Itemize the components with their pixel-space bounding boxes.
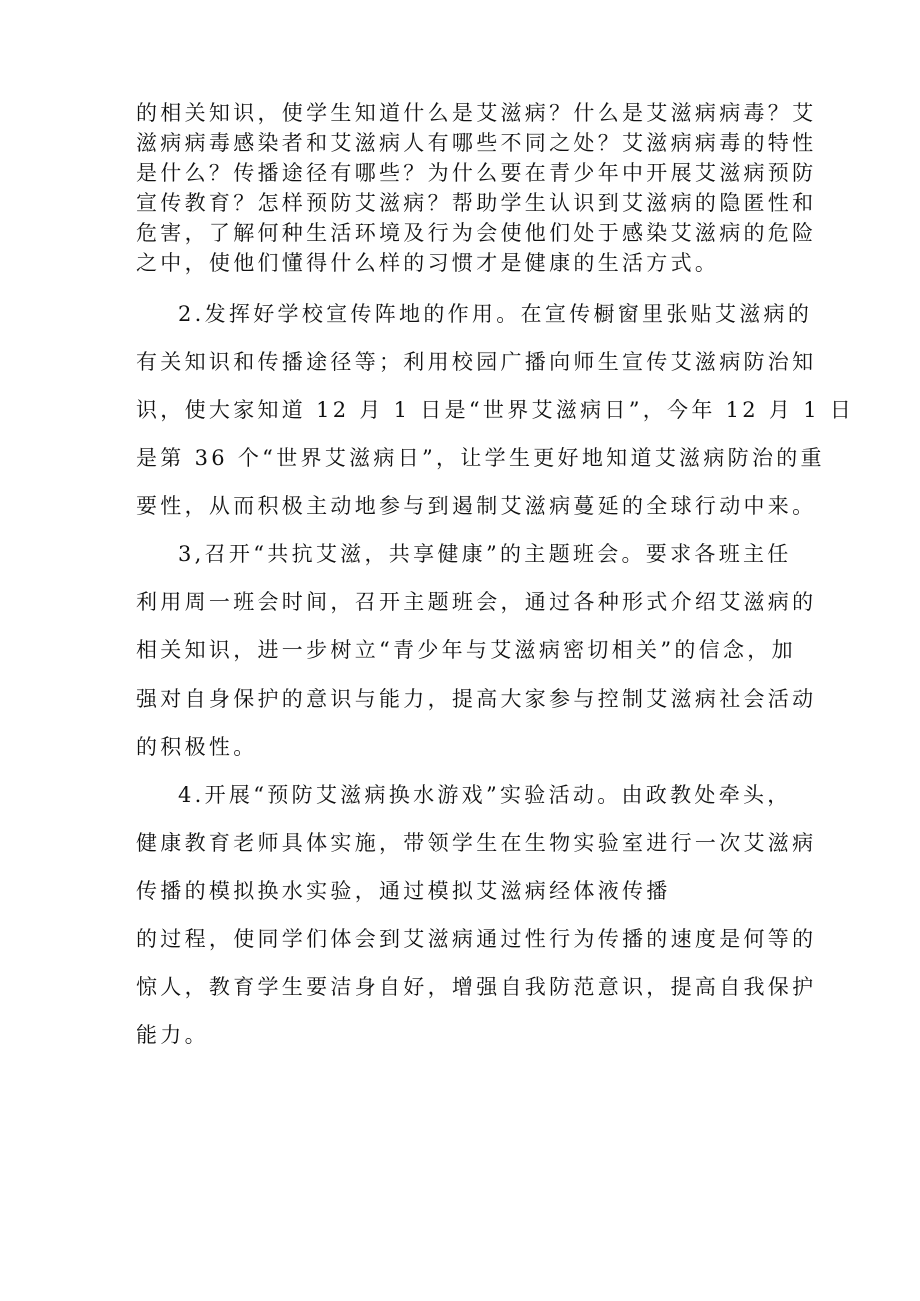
- text-line: 的过程，使同学们体会到艾滋病通过性行为传播的速度是何等的: [136, 927, 817, 951]
- text-line: 是第 36 个“世界艾滋病日”，让学生更好地知道艾滋病防治的重: [136, 446, 825, 470]
- text-line: 相关知识，进一步树立“青少年与艾滋病密切相关”的信念，加: [136, 638, 796, 662]
- text-line: 的积极性。: [136, 735, 258, 759]
- text-line: 强对自身保护的意识与能力，提高大家参与控制艾滋病社会活动: [136, 687, 817, 711]
- text-line: 健康教育老师具体实施，带领学生在生物实验室进行一次艾滋病: [136, 831, 817, 855]
- text-line: 能力。: [136, 1023, 209, 1047]
- text-line: 要性，从而积极主动地参与到遏制艾滋病蔓延的全球行动中来。: [136, 494, 817, 518]
- text-line: 宣传教育？怎样预防艾滋病？帮助学生认识到艾滋病的隐匿性和: [136, 191, 817, 215]
- text-line: 的相关知识，使学生知道什么是艾滋病？什么是艾滋病病毒？艾: [136, 101, 817, 125]
- text-line: 滋病病毒感染者和艾滋病人有哪些不同之处？艾滋病病毒的特性: [136, 131, 817, 155]
- paragraph-start-line: 2.发挥好学校宣传阵地的作用。在宣传橱窗里张贴艾滋病的: [178, 302, 813, 326]
- text-line: 利用周一班会时间，召开主题班会，通过各种形式介绍艾滋病的: [136, 590, 817, 614]
- text-line: 识，使大家知道 12 月 1 日是“世界艾滋病日”，今年 12 月 1 日: [136, 398, 855, 422]
- text-line: 惊人，教育学生要洁身自好，增强自我防范意识，提高自我保护: [136, 975, 817, 999]
- paragraph-start-line: 4.开展“预防艾滋病换水游戏”实验活动。由政教处牵头，: [178, 783, 792, 807]
- paragraph-start-line: 3,召开“共抗艾滋，共享健康”的主题班会。要求各班主任: [178, 542, 792, 566]
- text-line: 是什么？传播途径有哪些？为什么要在青少年中开展艾滋病预防: [136, 161, 817, 185]
- text-line: 之中，使他们懂得什么样的习惯才是健康的生活方式。: [136, 251, 720, 275]
- text-line: 传播的模拟换水实验，通过模拟艾滋病经体液传播: [136, 879, 671, 903]
- text-line: 有关知识和传播途径等；利用校园广播向师生宣传艾滋病防治知: [136, 350, 817, 374]
- text-line: 危害，了解何种生活环境及行为会使他们处于感染艾滋病的危险: [136, 221, 817, 245]
